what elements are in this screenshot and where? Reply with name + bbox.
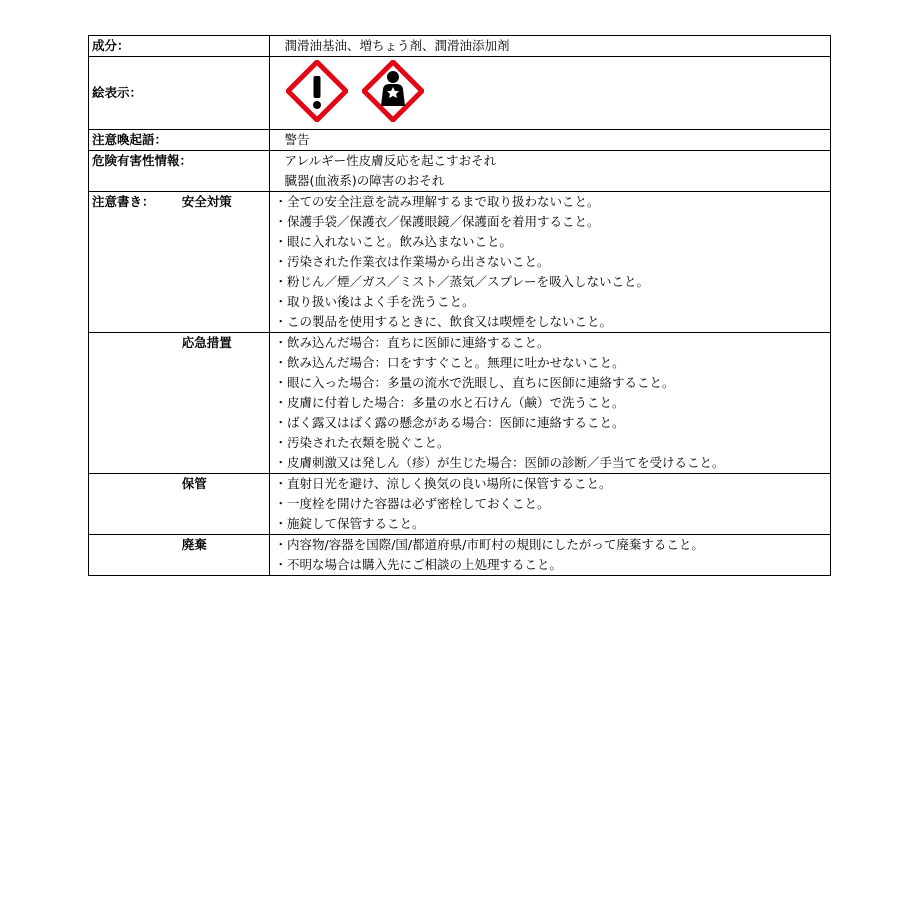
prevention-item: ・粉じん／煙／ガス／ミスト／蒸気／スプレーを吸入しないこと。	[270, 272, 831, 292]
hazard-line: アレルギー性皮膚反応を起こすおそれ	[270, 151, 831, 172]
storage-label: 保管	[178, 474, 270, 495]
ingredients-label: 成分：	[89, 36, 270, 57]
pictogram-label: 絵表示：	[89, 57, 270, 130]
row-prevention	[89, 192, 831, 213]
precaution-label: 注意書き：	[89, 192, 178, 213]
exclamation-mark-icon	[286, 60, 348, 122]
prevention-item: ・全ての安全注意を読み理解するまで取り扱わないこと。	[270, 192, 831, 213]
response-item: ・皮膚刺激又は発しん（疹）が生じた場合：医師の診断／手当てを受けること。	[270, 453, 831, 474]
disposal-item: ・不明な場合は購入先にご相談の上処理すること。	[270, 555, 831, 576]
disposal-label: 廃棄	[178, 535, 270, 556]
row-storage	[89, 474, 831, 495]
row-response	[89, 333, 831, 354]
prevention-item: ・眼に入れないこと。飲み込まないこと。	[270, 232, 831, 252]
prevention-item: ・汚染された作業衣は作業場から出さないこと。	[270, 252, 831, 272]
response-item: ・皮膚に付着した場合：多量の水と石けん（鹸）で洗うこと。	[270, 393, 831, 413]
prevention-label: 安全対策	[178, 192, 270, 213]
response-item: ・飲み込んだ場合：直ちに医師に連絡すること。	[270, 333, 831, 354]
signal-word-label: 注意喚起語：	[89, 130, 270, 151]
response-item: ・眼に入った場合：多量の流水で洗眼し、直ちに医師に連絡すること。	[270, 373, 831, 393]
response-item: ・汚染された衣類を脱ぐこと。	[270, 433, 831, 453]
prevention-item: ・この製品を使用するときに、飲食又は喫煙をしないこと。	[270, 312, 831, 333]
response-item: ・飲み込んだ場合：口をすすぐこと。無理に吐かせないこと。	[270, 353, 831, 373]
response-label: 応急措置	[178, 333, 270, 354]
hazard-line: 臓器(血液系)の障害のおそれ	[270, 171, 831, 192]
row-signal-word	[89, 130, 831, 151]
ingredients-value: 潤滑油基油、増ちょう剤、潤滑油添加剤	[270, 36, 831, 57]
prevention-item: ・保護手袋／保護衣／保護眼鏡／保護面を着用すること。	[270, 212, 831, 232]
storage-item: ・直射日光を避け、涼しく換気の良い場所に保管すること。	[270, 474, 831, 495]
header-fragment	[440, 0, 840, 3]
hazard-info-table	[88, 35, 831, 576]
row-disposal	[89, 535, 831, 556]
pictogram-cell	[270, 57, 831, 130]
row-pictogram	[89, 57, 831, 130]
prevention-item: ・取り扱い後はよく手を洗うこと。	[270, 292, 831, 312]
hazard-label: 危険有害性情報：	[89, 151, 270, 172]
health-hazard-icon	[362, 60, 424, 122]
row-hazard	[89, 151, 831, 172]
disposal-item: ・内容物/容器を国際/国/都道府県/市町村の規則にしたがって廃棄すること。	[270, 535, 831, 556]
signal-word-value: 警告	[270, 130, 831, 151]
storage-item: ・一度栓を開けた容器は必ず密栓しておくこと。	[270, 494, 831, 514]
response-item: ・ばく露又はばく露の懸念がある場合：医師に連絡すること。	[270, 413, 831, 433]
row-ingredients	[89, 36, 831, 57]
row-hazard-2	[89, 171, 831, 192]
storage-item: ・施錠して保管すること。	[270, 514, 831, 535]
